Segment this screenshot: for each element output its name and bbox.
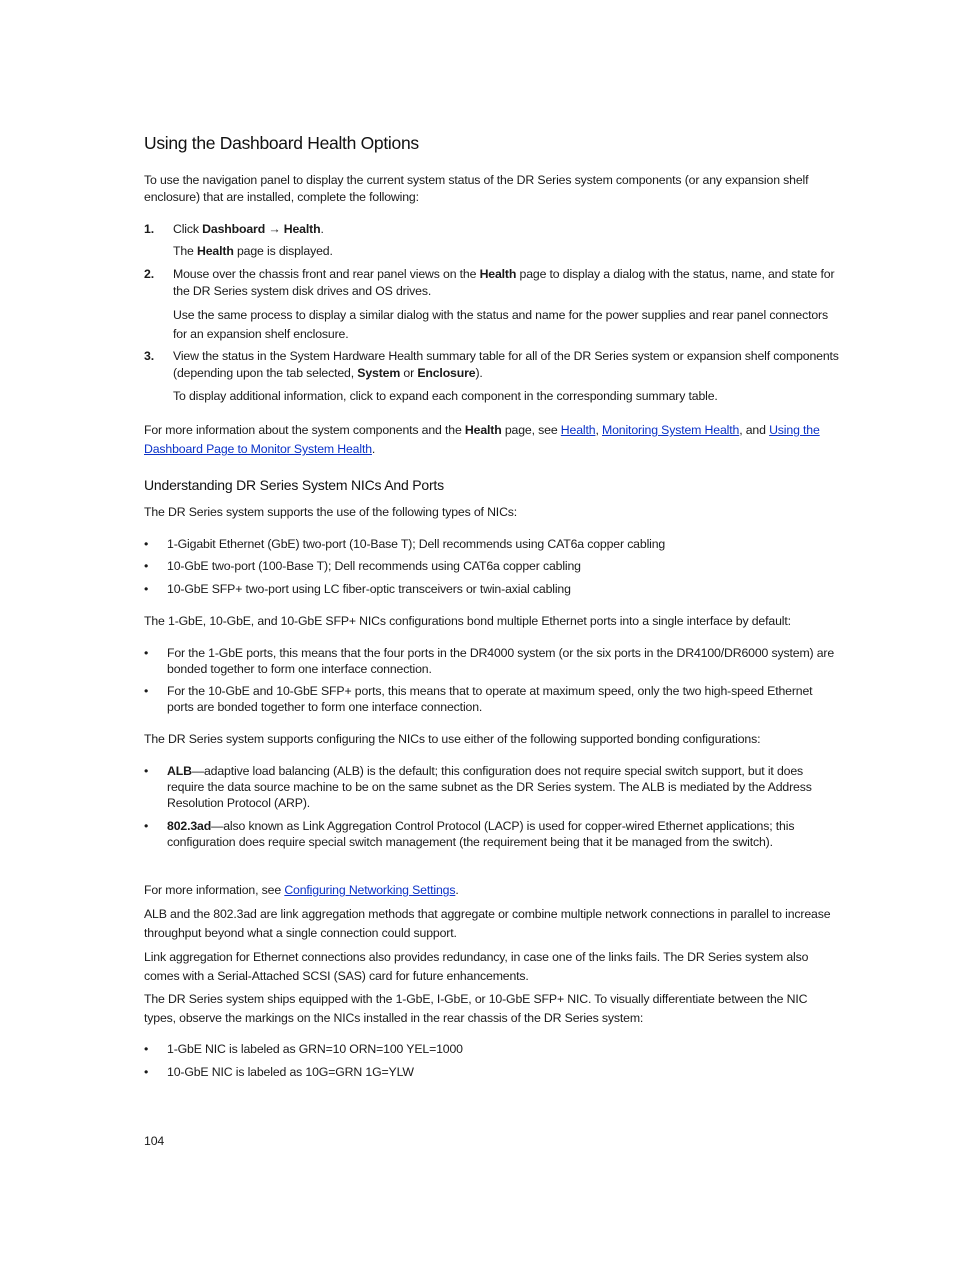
ui-term-health: Health bbox=[283, 222, 321, 236]
step-result: The Health page is displayed. bbox=[173, 244, 333, 258]
section-heading-nics: Understanding DR Series System NICs And Ports bbox=[144, 477, 444, 493]
see-more-paragraph: For more information, see Configuring Networking Settings. bbox=[144, 883, 459, 897]
bullet-icon: • bbox=[144, 684, 149, 698]
link-health[interactable]: Health bbox=[560, 423, 596, 437]
step-number: 1. bbox=[144, 222, 154, 236]
nic-intro: The DR Series system supports the use of the following types of NICs: bbox=[144, 505, 518, 519]
step-number: 3. bbox=[144, 349, 154, 363]
ui-term-dashboard: Dashboard bbox=[202, 222, 266, 236]
intro-paragraph: To use the navigation panel to display the current system status of the DR Series system components (or any expansion shelf enclosure) that are installed, complete the following: bbox=[144, 173, 809, 204]
ui-term-health: Health bbox=[479, 267, 517, 281]
link-monitoring-system-health[interactable]: Monitoring System Health bbox=[602, 423, 740, 437]
page-number: 104 bbox=[144, 1134, 165, 1148]
alb-paragraph: ALB and the 802.3ad are link aggregation methods that aggregate or combine multiple network connections in parallel to increase throughput beyond what a single connection could support. bbox=[144, 907, 831, 940]
ui-term-health: Health bbox=[464, 423, 502, 437]
link-using-dashboard-page[interactable]: Using the Dashboard Page to Monitor System Health bbox=[144, 423, 820, 456]
config-intro: The DR Series system supports configuring the NICs to use either of the following supported bonding configurations: bbox=[144, 732, 761, 746]
link-configuring-networking-settings[interactable]: Configuring Networking Settings bbox=[284, 883, 456, 897]
step-text: Click Dashboard → Health. bbox=[173, 222, 324, 236]
ui-term-system: System bbox=[357, 366, 401, 380]
bullet-icon: • bbox=[144, 819, 149, 833]
bullet-icon: • bbox=[144, 764, 149, 778]
bond-intro: The 1-GbE, 10-GbE, and 10-GbE SFP+ NICs configurations bond multiple Ethernet ports into a single interface by default: bbox=[144, 614, 791, 628]
ui-term-health: Health bbox=[197, 244, 234, 258]
config-name-8023ad: 802.3ad bbox=[167, 819, 212, 833]
bullet-icon: • bbox=[144, 582, 149, 596]
bullet-icon: • bbox=[144, 646, 149, 660]
step-note: Use the same process to display a similar dialog with the status and name for the power supplies and rear panel connectors for an expansion shelf enclosure. bbox=[173, 308, 828, 341]
more-info-paragraph: For more information about the system components and the Health page, see Health, Monitoring System Health, and Using the Dashboard Page to Monitor System Health. bbox=[144, 423, 820, 456]
bullet-icon: • bbox=[144, 1042, 149, 1056]
step-note: To display additional information, click to expand each component in the corresponding summary table. bbox=[173, 389, 718, 403]
step-text: View the status in the System Hardware Health summary table for all of the DR Series system or expansion shelf components (depending upon the tab selected, System or Enclosure). bbox=[173, 349, 839, 380]
step-text: Mouse over the chassis front and rear panel views on the Health page to display a dialog with the status, name, and state for the DR Series system disk drives and OS drives. bbox=[173, 267, 835, 298]
config-name-alb: ALB bbox=[167, 764, 192, 778]
bullet-icon: • bbox=[144, 1065, 149, 1079]
link-aggregation-paragraph: Link aggregation for Ethernet connections also provides redundancy, in case one of the links fails. The DR Series system also comes with a Serial-Attached SCSI (SAS) card for future enhancements. bbox=[144, 950, 809, 983]
ships-paragraph: The DR Series system ships equipped with the 1-GbE, I-GbE, or 10-GbE SFP+ NIC. To visually differentiate between the NIC types, observe the markings on the NICs installed in the rear chassis of the DR Series system: bbox=[144, 992, 808, 1025]
bullet-icon: • bbox=[144, 537, 149, 551]
bullet-icon: • bbox=[144, 559, 149, 573]
ui-term-enclosure: Enclosure bbox=[417, 366, 476, 380]
page-title: Using the Dashboard Health Options bbox=[144, 133, 419, 153]
step-number: 2. bbox=[144, 267, 154, 281]
